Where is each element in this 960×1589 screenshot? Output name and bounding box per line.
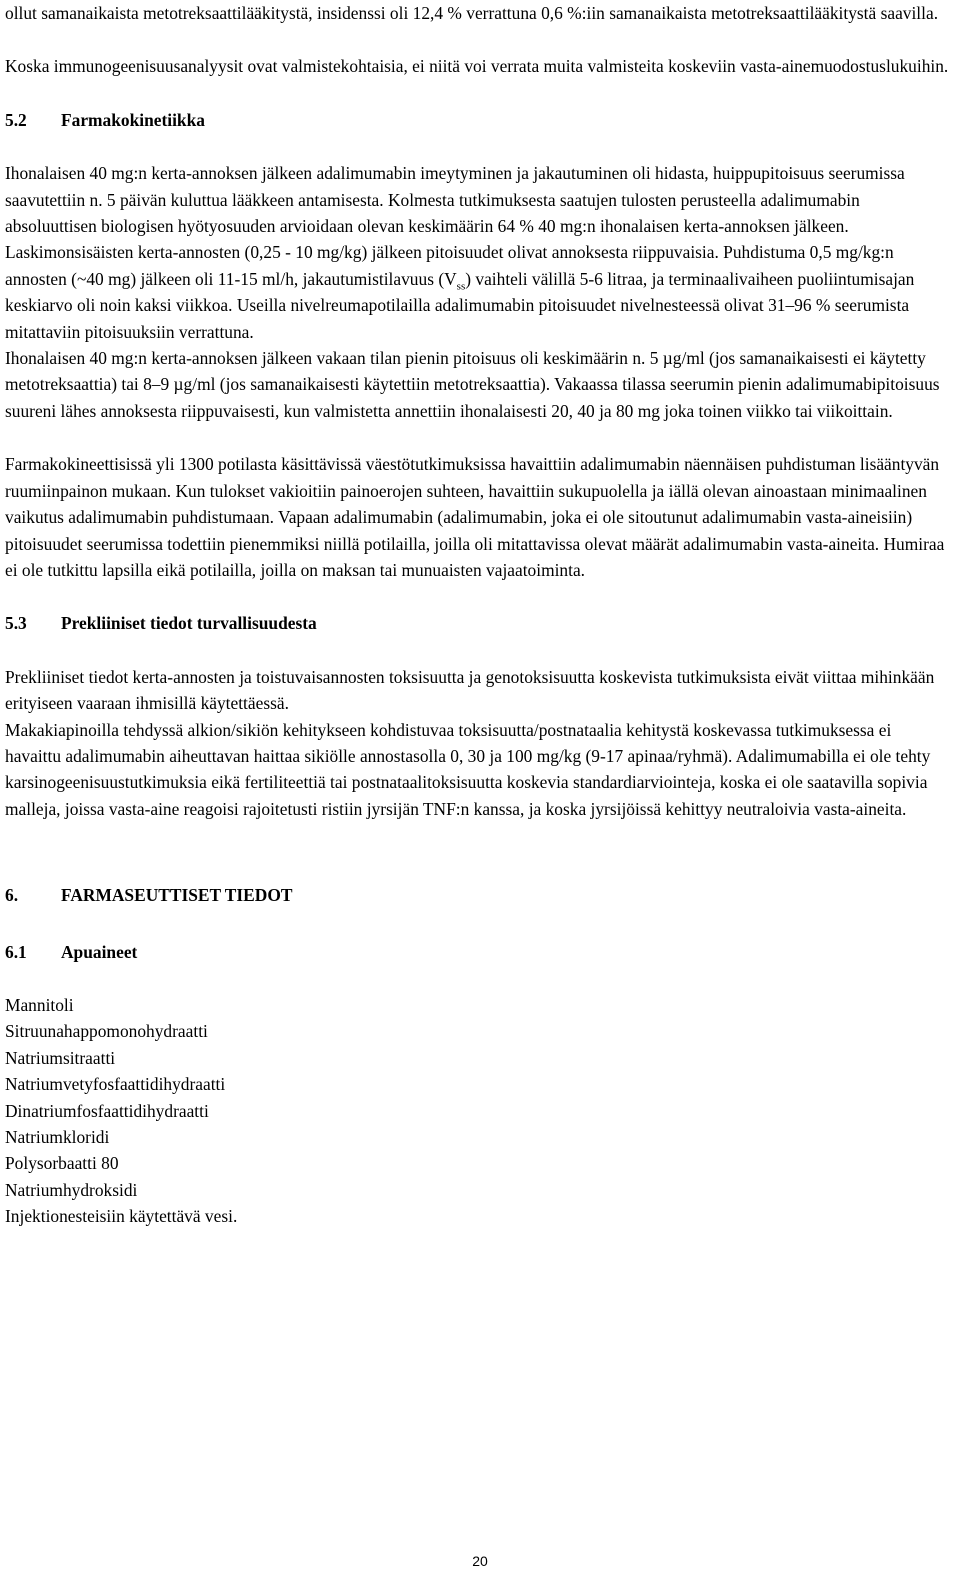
section-6-title: FARMASEUTTISET TIEDOT — [61, 885, 293, 906]
excipient-item: Natriumsitraatti — [5, 1047, 116, 1068]
section-6-1-number: 6.1 — [5, 941, 27, 962]
intro-paragraph-2: Koska immunogeenisuusanalyysit ovat valmistekohtaisia, ei niitä voi verrata muita valmisteita koskeviin vasta-ainemuodostuslukuihin. — [5, 56, 949, 77]
section-6-heading — [5, 882, 950, 908]
pk-paragraph-1-part1: Ihonalaisen 40 mg:n kerta-annoksen jälkeen adalimumabin imeytyminen ja jakautuminen oli hidasta, huippupitoisuus seerumissa saavutettiin n. 5 päivän kuluttua lääkkeen antamisesta. Kolmesta tutkimuksesta saatujen tulosten perusteella adalimumabin absoluuttisen biologisen hyötyosuuden arvioidaan olevan keskimäärin 64 % 40 mg:n ihonalaisen kerta-annoksen jälkeen. Laskimonsisäisten kerta-annosten (0,25 - 10 mg/kg) jälkeen pitoisuudet olivat annoksesta riippuvaisia. Puhdistuma 0,5 mg/kg:n annosten (~40 mg) jälkeen oli 11-15 ml/h, jakautumistilavuus (V — [5, 163, 905, 289]
vss-subscript: ss — [456, 280, 466, 293]
excipient-list — [5, 992, 950, 1230]
document-page — [5, 0, 950, 1230]
excipient-item: Natriumkloridi — [5, 1127, 110, 1147]
excipient-item: Dinatriumfosfaattidihydraatti — [5, 1100, 209, 1121]
pk-paragraph-1-part2: ) vaihteli välillä 5-6 litraa, ja terminaalivaiheen puoliintumisajan keskiarvo oli noin kaksi viikkoa. Useilla nivelreumapotilailla adalimumabin pitoisuudet nivelnesteessä olivat 31–96 % seerumista mitattaviin pitoisuuksiin verrattuna. — [5, 268, 915, 342]
pk-paragraph-3: Farmakokineettisissä yli 1300 potilasta käsittävissä väestötutkimuksissa havaittiin adalimumabin näennäisen puhdistuman lisääntyvän ruumiinpainon mukaan. Kun tulokset vakioitiin painoerojen suhteen, havaittiin sukupuolella ja iällä olevan ainoastaan minimaalinen vaikutus adalimumabin puhdistumaan. Vapaan adalimumabin (adalimumabin, joka ei ole sitoutunut adalimumabin vasta-aineisiin) pitoisuudet seerumissa todettiin pienemmiksi niillä potilailla, joilla oli mitattavissa olevat määrät adalimumabin vasta-aineita. Humiraa ei ole tutkittu lapsilla eikä potilailla, joilla on maksan tai munuaisten vajaatoiminta. — [5, 454, 945, 580]
section-5-2-heading — [5, 107, 950, 133]
section-5-2-title: Farmakokinetiikka — [61, 109, 205, 130]
excipient-item: Natriumvetyfosfaattidihydraatti — [5, 1074, 226, 1095]
pk-paragraph-2: Ihonalaisen 40 mg:n kerta-annoksen jälkeen vakaan tilan pienin pitoisuus oli keskimäärin n. 5 µg/ml (jos samanaikaisesti ei käytetty metotreksaattia) tai 8–9 µg/ml (jos samanaikaisesti käytettiin metotreksaattia). Vakaassa tilassa seerumin pienin adalimumabipitoisuus suureni lähes annoksesta riippuvaisesti, kun valmistetta annettiin ihonalaisesti 20, 40 ja 80 mg joka toinen viikko tai viikoittain. — [5, 348, 940, 421]
section-6-1-heading — [5, 939, 950, 965]
section-5-3-number: 5.3 — [5, 613, 27, 634]
excipient-item: Mannitoli — [5, 994, 74, 1015]
section-6-1-title: Apuaineet — [61, 941, 138, 962]
excipient-item: Sitruunahappomonohydraatti — [5, 1021, 208, 1042]
section-5-2-number: 5.2 — [5, 109, 27, 130]
excipient-item: Polysorbaatti 80 — [5, 1153, 119, 1174]
section-5-3-title: Prekliiniset tiedot turvallisuudesta — [61, 613, 317, 634]
pk-paragraph-1 — [5, 160, 950, 345]
section-6-number: 6. — [5, 885, 19, 906]
intro-paragraph-1: ollut samanaikaista metotreksaattilääkitystä, insidenssi oli 12,4 % verrattuna 0,6 %:iin samanaikaista metotreksaattilääkitystä saavilla. — [5, 3, 939, 23]
preclinical-paragraph-1: Prekliiniset tiedot kerta-annosten ja toistuvaisannosten toksisuutta ja genotoksisuutta koskevista tutkimuksista eivät viittaa mihinkään erityiseen vaaraan ihmisillä käytettäessä. — [5, 666, 935, 714]
section-5-3-heading — [5, 610, 950, 636]
excipient-item: Injektionesteisiin käytettävä vesi. — [5, 1206, 238, 1227]
excipient-item: Natriumhydroksidi — [5, 1179, 138, 1200]
page-number: 20 — [472, 1553, 488, 1569]
preclinical-paragraph-2: Makakiapinoilla tehdyssä alkion/sikiön kehitykseen kohdistuvaa toksisuutta/postnataalia kehitystä koskevassa tutkimuksessa ei havaittu adalimumabin aiheuttavan haittaa sikiölle annostasolla 0, 30 ja 100 mg/kg (9-17 apinaa/ryhmä). Adalimumabilla ei ole tehty karsinogeenisuustutkimuksia eikä fertiliteettiä tai postnataalitoksisuutta koskevia standardiarviointeja, koska ei ole saatavilla sopivia malleja, joissa vasta-aine reagoisi rajoitetusti ristiin jyrsijän TNF:n kanssa, ja koska jyrsijöissä kehittyy neutraloivia vasta-aineita. — [5, 719, 931, 819]
